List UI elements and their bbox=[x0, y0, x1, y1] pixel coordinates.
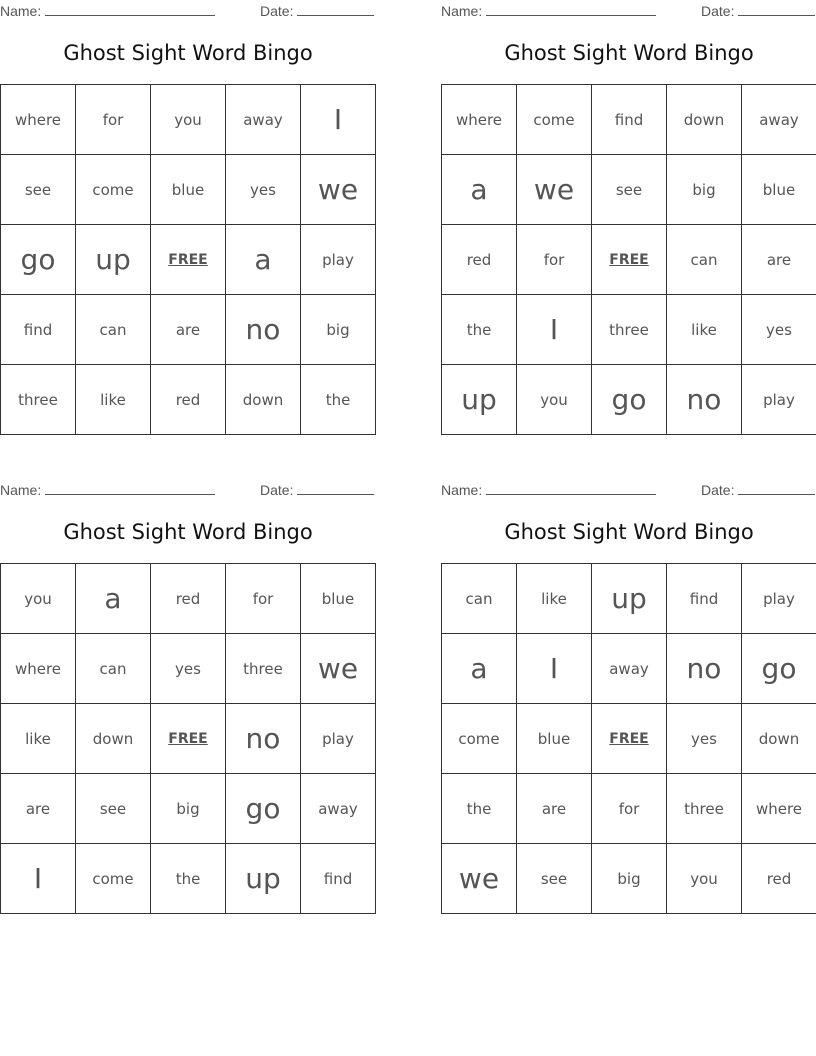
word-cell: find bbox=[1, 295, 76, 365]
date-line bbox=[738, 482, 815, 495]
word-cell: where bbox=[442, 85, 517, 155]
word-cell: play bbox=[742, 365, 816, 435]
date-line bbox=[297, 482, 374, 495]
word-cell: can bbox=[442, 564, 517, 634]
word-cell: blue bbox=[517, 704, 592, 774]
word-cell: away bbox=[592, 634, 667, 704]
name-field bbox=[441, 482, 656, 498]
word-cell: are bbox=[517, 774, 592, 844]
word-cell: where bbox=[1, 85, 76, 155]
word-cell: yes bbox=[742, 295, 816, 365]
word-cell: come bbox=[517, 85, 592, 155]
word-cell: you bbox=[667, 844, 742, 914]
word-cell: big bbox=[667, 155, 742, 225]
word-cell: can bbox=[76, 634, 151, 704]
word-cell: for bbox=[76, 85, 151, 155]
name-field bbox=[441, 3, 656, 19]
word-cell: blue bbox=[301, 564, 376, 634]
word-cell: where bbox=[742, 774, 816, 844]
word-cell: blue bbox=[742, 155, 816, 225]
word-cell: yes bbox=[151, 634, 226, 704]
bingo-grid bbox=[441, 84, 816, 435]
word-cell: we bbox=[517, 155, 592, 225]
bingo-row bbox=[1, 155, 376, 225]
date-field bbox=[260, 482, 374, 498]
word-cell: for bbox=[226, 564, 301, 634]
word-cell: are bbox=[742, 225, 816, 295]
bingo-row bbox=[1, 295, 376, 365]
word-cell: play bbox=[301, 704, 376, 774]
bingo-row bbox=[1, 365, 376, 435]
bingo-row bbox=[1, 564, 376, 634]
word-cell: go bbox=[1, 225, 76, 295]
bingo-card bbox=[441, 479, 816, 914]
bingo-row bbox=[1, 704, 376, 774]
word-cell: find bbox=[301, 844, 376, 914]
word-cell: we bbox=[442, 844, 517, 914]
word-cell: see bbox=[517, 844, 592, 914]
word-cell: see bbox=[592, 155, 667, 225]
card-title: Ghost Sight Word Bingo bbox=[504, 41, 754, 65]
word-cell: away bbox=[301, 774, 376, 844]
word-cell: you bbox=[1, 564, 76, 634]
bingo-row bbox=[442, 295, 816, 365]
name-label: Name: bbox=[0, 482, 42, 498]
card-header bbox=[441, 479, 816, 501]
card-header bbox=[0, 479, 376, 501]
word-cell: a bbox=[442, 155, 517, 225]
name-line bbox=[486, 3, 656, 16]
bingo-row bbox=[1, 844, 376, 914]
word-cell: the bbox=[442, 774, 517, 844]
word-cell: big bbox=[151, 774, 226, 844]
word-cell: down bbox=[226, 365, 301, 435]
name-field bbox=[0, 482, 215, 498]
bingo-card bbox=[441, 0, 816, 435]
word-cell: for bbox=[517, 225, 592, 295]
word-cell: a bbox=[226, 225, 301, 295]
word-cell: like bbox=[667, 295, 742, 365]
name-label: Name: bbox=[441, 482, 483, 498]
word-cell: go bbox=[592, 365, 667, 435]
word-cell: up bbox=[442, 365, 517, 435]
word-cell: no bbox=[667, 634, 742, 704]
word-cell: the bbox=[151, 844, 226, 914]
word-cell: big bbox=[301, 295, 376, 365]
card-header bbox=[441, 0, 816, 22]
date-label: Date: bbox=[260, 482, 294, 498]
bingo-row bbox=[442, 155, 816, 225]
word-cell: away bbox=[742, 85, 816, 155]
bingo-row bbox=[442, 564, 816, 634]
word-cell: go bbox=[742, 634, 816, 704]
word-cell: no bbox=[667, 365, 742, 435]
bingo-row bbox=[1, 85, 376, 155]
word-cell: are bbox=[151, 295, 226, 365]
date-line bbox=[738, 3, 815, 16]
word-cell: no bbox=[226, 704, 301, 774]
word-cell: red bbox=[742, 844, 816, 914]
word-cell: can bbox=[667, 225, 742, 295]
word-cell: down bbox=[742, 704, 816, 774]
word-cell: see bbox=[76, 774, 151, 844]
word-cell: come bbox=[442, 704, 517, 774]
free-space-cell: FREE bbox=[592, 225, 667, 295]
word-cell: yes bbox=[226, 155, 301, 225]
word-cell: big bbox=[592, 844, 667, 914]
word-cell: three bbox=[226, 634, 301, 704]
word-cell: you bbox=[517, 365, 592, 435]
word-cell: red bbox=[151, 365, 226, 435]
name-line bbox=[486, 482, 656, 495]
bingo-row bbox=[1, 225, 376, 295]
card-title: Ghost Sight Word Bingo bbox=[63, 520, 313, 544]
bingo-row bbox=[442, 844, 816, 914]
word-cell: like bbox=[1, 704, 76, 774]
word-cell: up bbox=[226, 844, 301, 914]
word-cell: you bbox=[151, 85, 226, 155]
word-cell: I bbox=[517, 295, 592, 365]
bingo-card bbox=[0, 0, 376, 435]
date-field bbox=[260, 3, 374, 19]
word-cell: three bbox=[1, 365, 76, 435]
word-cell: I bbox=[1, 844, 76, 914]
date-line bbox=[297, 3, 374, 16]
date-field bbox=[701, 482, 815, 498]
word-cell: come bbox=[76, 155, 151, 225]
word-cell: find bbox=[592, 85, 667, 155]
word-cell: come bbox=[76, 844, 151, 914]
word-cell: where bbox=[1, 634, 76, 704]
word-cell: for bbox=[592, 774, 667, 844]
word-cell: down bbox=[76, 704, 151, 774]
word-cell: red bbox=[442, 225, 517, 295]
card-title: Ghost Sight Word Bingo bbox=[504, 520, 754, 544]
name-label: Name: bbox=[441, 3, 483, 19]
word-cell: the bbox=[301, 365, 376, 435]
bingo-row bbox=[1, 774, 376, 844]
word-cell: are bbox=[1, 774, 76, 844]
word-cell: red bbox=[151, 564, 226, 634]
bingo-grid bbox=[0, 563, 376, 914]
bingo-row bbox=[1, 634, 376, 704]
name-label: Name: bbox=[0, 3, 42, 19]
word-cell: up bbox=[76, 225, 151, 295]
word-cell: find bbox=[667, 564, 742, 634]
bingo-card bbox=[0, 479, 376, 914]
word-cell: a bbox=[76, 564, 151, 634]
name-line bbox=[45, 3, 215, 16]
word-cell: play bbox=[742, 564, 816, 634]
bingo-row bbox=[442, 85, 816, 155]
word-cell: like bbox=[76, 365, 151, 435]
word-cell: three bbox=[667, 774, 742, 844]
bingo-row bbox=[442, 365, 816, 435]
word-cell: we bbox=[301, 634, 376, 704]
bingo-row bbox=[442, 774, 816, 844]
date-label: Date: bbox=[701, 3, 735, 19]
free-space-cell: FREE bbox=[151, 704, 226, 774]
word-cell: up bbox=[592, 564, 667, 634]
word-cell: see bbox=[1, 155, 76, 225]
bingo-grid bbox=[0, 84, 376, 435]
word-cell: we bbox=[301, 155, 376, 225]
word-cell: three bbox=[592, 295, 667, 365]
word-cell: away bbox=[226, 85, 301, 155]
word-cell: I bbox=[301, 85, 376, 155]
word-cell: yes bbox=[667, 704, 742, 774]
date-field bbox=[701, 3, 815, 19]
bingo-row bbox=[442, 634, 816, 704]
word-cell: go bbox=[226, 774, 301, 844]
bingo-grid bbox=[441, 563, 816, 914]
word-cell: a bbox=[442, 634, 517, 704]
card-title: Ghost Sight Word Bingo bbox=[63, 41, 313, 65]
word-cell: play bbox=[301, 225, 376, 295]
name-line bbox=[45, 482, 215, 495]
date-label: Date: bbox=[260, 3, 294, 19]
free-space-cell: FREE bbox=[151, 225, 226, 295]
word-cell: blue bbox=[151, 155, 226, 225]
word-cell: like bbox=[517, 564, 592, 634]
word-cell: the bbox=[442, 295, 517, 365]
word-cell: no bbox=[226, 295, 301, 365]
word-cell: down bbox=[667, 85, 742, 155]
word-cell: I bbox=[517, 634, 592, 704]
card-header bbox=[0, 0, 376, 22]
free-space-cell: FREE bbox=[592, 704, 667, 774]
date-label: Date: bbox=[701, 482, 735, 498]
bingo-row bbox=[442, 225, 816, 295]
bingo-row bbox=[442, 704, 816, 774]
name-field bbox=[0, 3, 215, 19]
word-cell: can bbox=[76, 295, 151, 365]
